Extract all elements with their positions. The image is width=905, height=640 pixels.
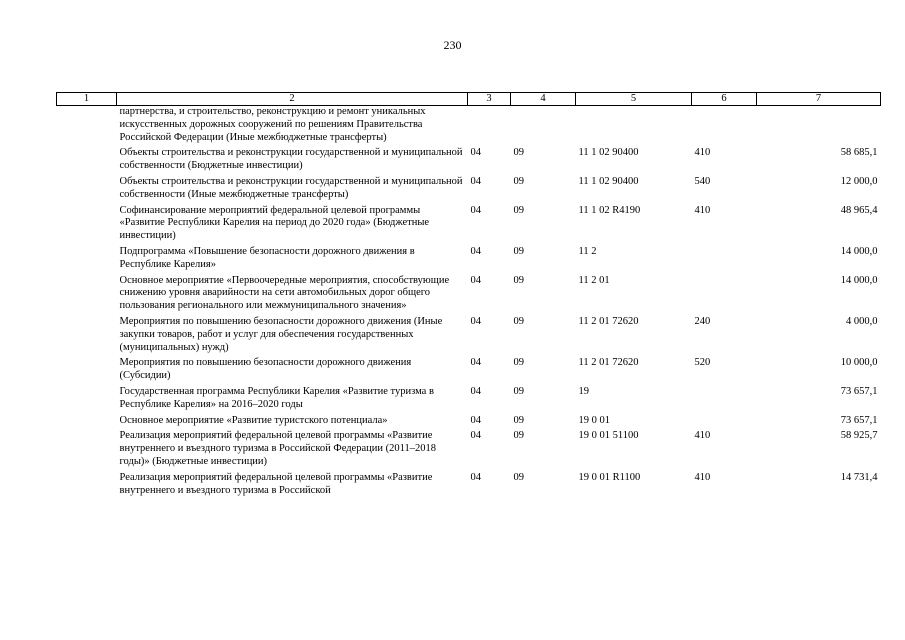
cell-sum: 14 000,0 [840,274,878,286]
cell-subsection [511,106,576,148]
table-body [57,106,881,501]
cell-sum: 73 657,1 [840,385,878,397]
cell-expense-type: 410 [694,430,711,442]
header-col-7: 7 [757,93,881,106]
cell-sum: 10 000,0 [840,357,878,369]
cell-subsection: 09 [513,245,524,257]
cell-section: 04 [470,385,481,397]
cell-sum: 73 657,1 [840,414,878,426]
cell-name: Реализация мероприятий федеральной целевой программы «Развитие внутреннего и въездного туризма в Российской [119,471,433,496]
cell-expense-type [692,246,757,275]
cell-target-article: 11 1 02 90400 [578,175,639,187]
cell-section: 04 [470,204,481,216]
cell-subsection: 09 [513,147,524,159]
cell-target-article: 19 0 01 R1100 [578,471,641,483]
cell-section: 04 [470,274,481,286]
cell-subsection: 09 [513,357,524,369]
cell-expense-type: 410 [694,204,711,216]
header-col-5: 5 [576,93,692,106]
page-number: 230 [443,38,462,52]
header-col-3: 3 [468,93,511,106]
cell-subsection: 09 [513,204,524,216]
cell-name: Мероприятия по повышению безопасности дорожного движения (Субсидии) [119,357,412,382]
cell-subsection: 09 [513,430,524,442]
cell-section: 04 [470,471,481,483]
cell-sum: 4 000,0 [846,315,878,327]
cell-subsection: 09 [513,414,524,426]
cell-expense-type: 410 [694,471,711,483]
cell-sum [757,106,881,148]
cell-section: 04 [470,414,481,426]
cell-sum: 14 731,4 [840,471,878,483]
cell-target-article: 11 2 01 72620 [578,357,639,369]
cell-name: Реализация мероприятий федеральной целевой программы «Развитие внутреннего и въездного туризма в Российской Федерации (2011–2018 годы)» (Бюджетные инвестиции) [119,430,436,467]
cell-section: 04 [470,245,481,257]
header-col-2: 2 [117,93,468,106]
cell-target-article: 19 0 01 [578,414,610,426]
cell-target-article: 11 2 01 [578,274,610,286]
cell-row-number [57,472,117,501]
cell-row-number [57,176,117,205]
cell-sum: 58 925,7 [840,430,878,442]
cell-name: Объекты строительства и реконструкции государственной и муниципальной собственности (Иные межбюджетные трансферты) [119,175,463,200]
cell-sum: 12 000,0 [840,175,878,187]
cell-subsection: 09 [513,315,524,327]
cell-expense-type [692,386,757,415]
cell-section: 04 [470,175,481,187]
cell-sum: 48 965,4 [840,204,878,216]
cell-name: Государственная программа Республики Карелия «Развитие туризма в Республике Карелия» на 2016–2020 годы [119,385,434,410]
cell-row-number [57,106,117,148]
table-row [57,386,881,415]
cell-sum: 14 000,0 [840,245,878,257]
cell-name: Мероприятия по повышению безопасности дорожного движения (Иные закупки товаров, работ и услуг для обеспечения государственных (муниципальных) нужд) [119,315,443,353]
header-row [57,93,881,106]
cell-target-article: 11 1 02 90400 [578,147,639,159]
cell-name: Софинансирование мероприятий федеральной целевой программы «Развитие Республики Карелия на период до 2020 года» (Бюджетные инвестиции) [119,204,430,242]
cell-target-article: 11 1 02 R4190 [578,204,641,216]
table-row [57,430,881,471]
cell-section: 04 [470,147,481,159]
cell-subsection: 09 [513,385,524,397]
budget-table [56,92,881,500]
table-row [57,415,881,431]
cell-expense-type: 410 [694,147,711,159]
table-row [57,472,881,501]
cell-section [468,106,511,148]
table-row [57,275,881,316]
header-col-6: 6 [692,93,757,106]
cell-expense-type [692,106,757,148]
table-row [57,176,881,205]
cell-row-number [57,246,117,275]
cell-target-article: 11 2 [578,245,597,257]
cell-subsection: 09 [513,175,524,187]
table-row [57,246,881,275]
cell-section: 04 [470,430,481,442]
table-row [57,357,881,386]
cell-section: 04 [470,357,481,369]
table-row [57,147,881,176]
cell-row-number [57,205,117,246]
cell-row-number [57,275,117,316]
cell-subsection: 09 [513,274,524,286]
cell-target-article [576,106,692,148]
cell-row-number [57,430,117,471]
cell-expense-type [692,415,757,431]
cell-target-article: 19 0 01 51100 [578,430,639,442]
cell-row-number [57,316,117,357]
cell-section: 04 [470,315,481,327]
header-col-1: 1 [57,93,117,106]
cell-target-article: 11 2 01 72620 [578,315,639,327]
table-row [57,316,881,357]
cell-row-number [57,357,117,386]
cell-expense-type: 540 [694,175,711,187]
cell-name: Подпрограмма «Повышение безопасности дорожного движения в Республике Карелия» [119,245,415,270]
cell-name: Основное мероприятие «Развитие туристского потенциала» [119,414,388,426]
cell-row-number [57,415,117,431]
cell-expense-type: 240 [694,315,711,327]
cell-row-number [57,147,117,176]
cell-row-number [57,386,117,415]
cell-expense-type [692,275,757,316]
cell-target-article: 19 [578,385,589,397]
cell-name: Объекты строительства и реконструкции государственной и муниципальной собственности (Бюджетные инвестиции) [119,147,463,172]
cell-name: партнерства, и строительство, реконструкцию и ремонт уникальных искусственных дорожных сооружений по решениям Правительства Российской Федерации (Иные межбюджетные трансферты) [119,106,426,143]
cell-sum: 58 685,1 [840,147,878,159]
header-col-4: 4 [511,93,576,106]
cell-name: Основное мероприятие «Первоочередные мероприятия, способствующие снижению уровня аварийности на сети автомобильных дорог общего пользования регионального или межмуниципального значения» [119,274,450,312]
table-row [57,205,881,246]
cell-subsection: 09 [513,471,524,483]
table-row [57,106,881,148]
cell-expense-type: 520 [694,357,711,369]
